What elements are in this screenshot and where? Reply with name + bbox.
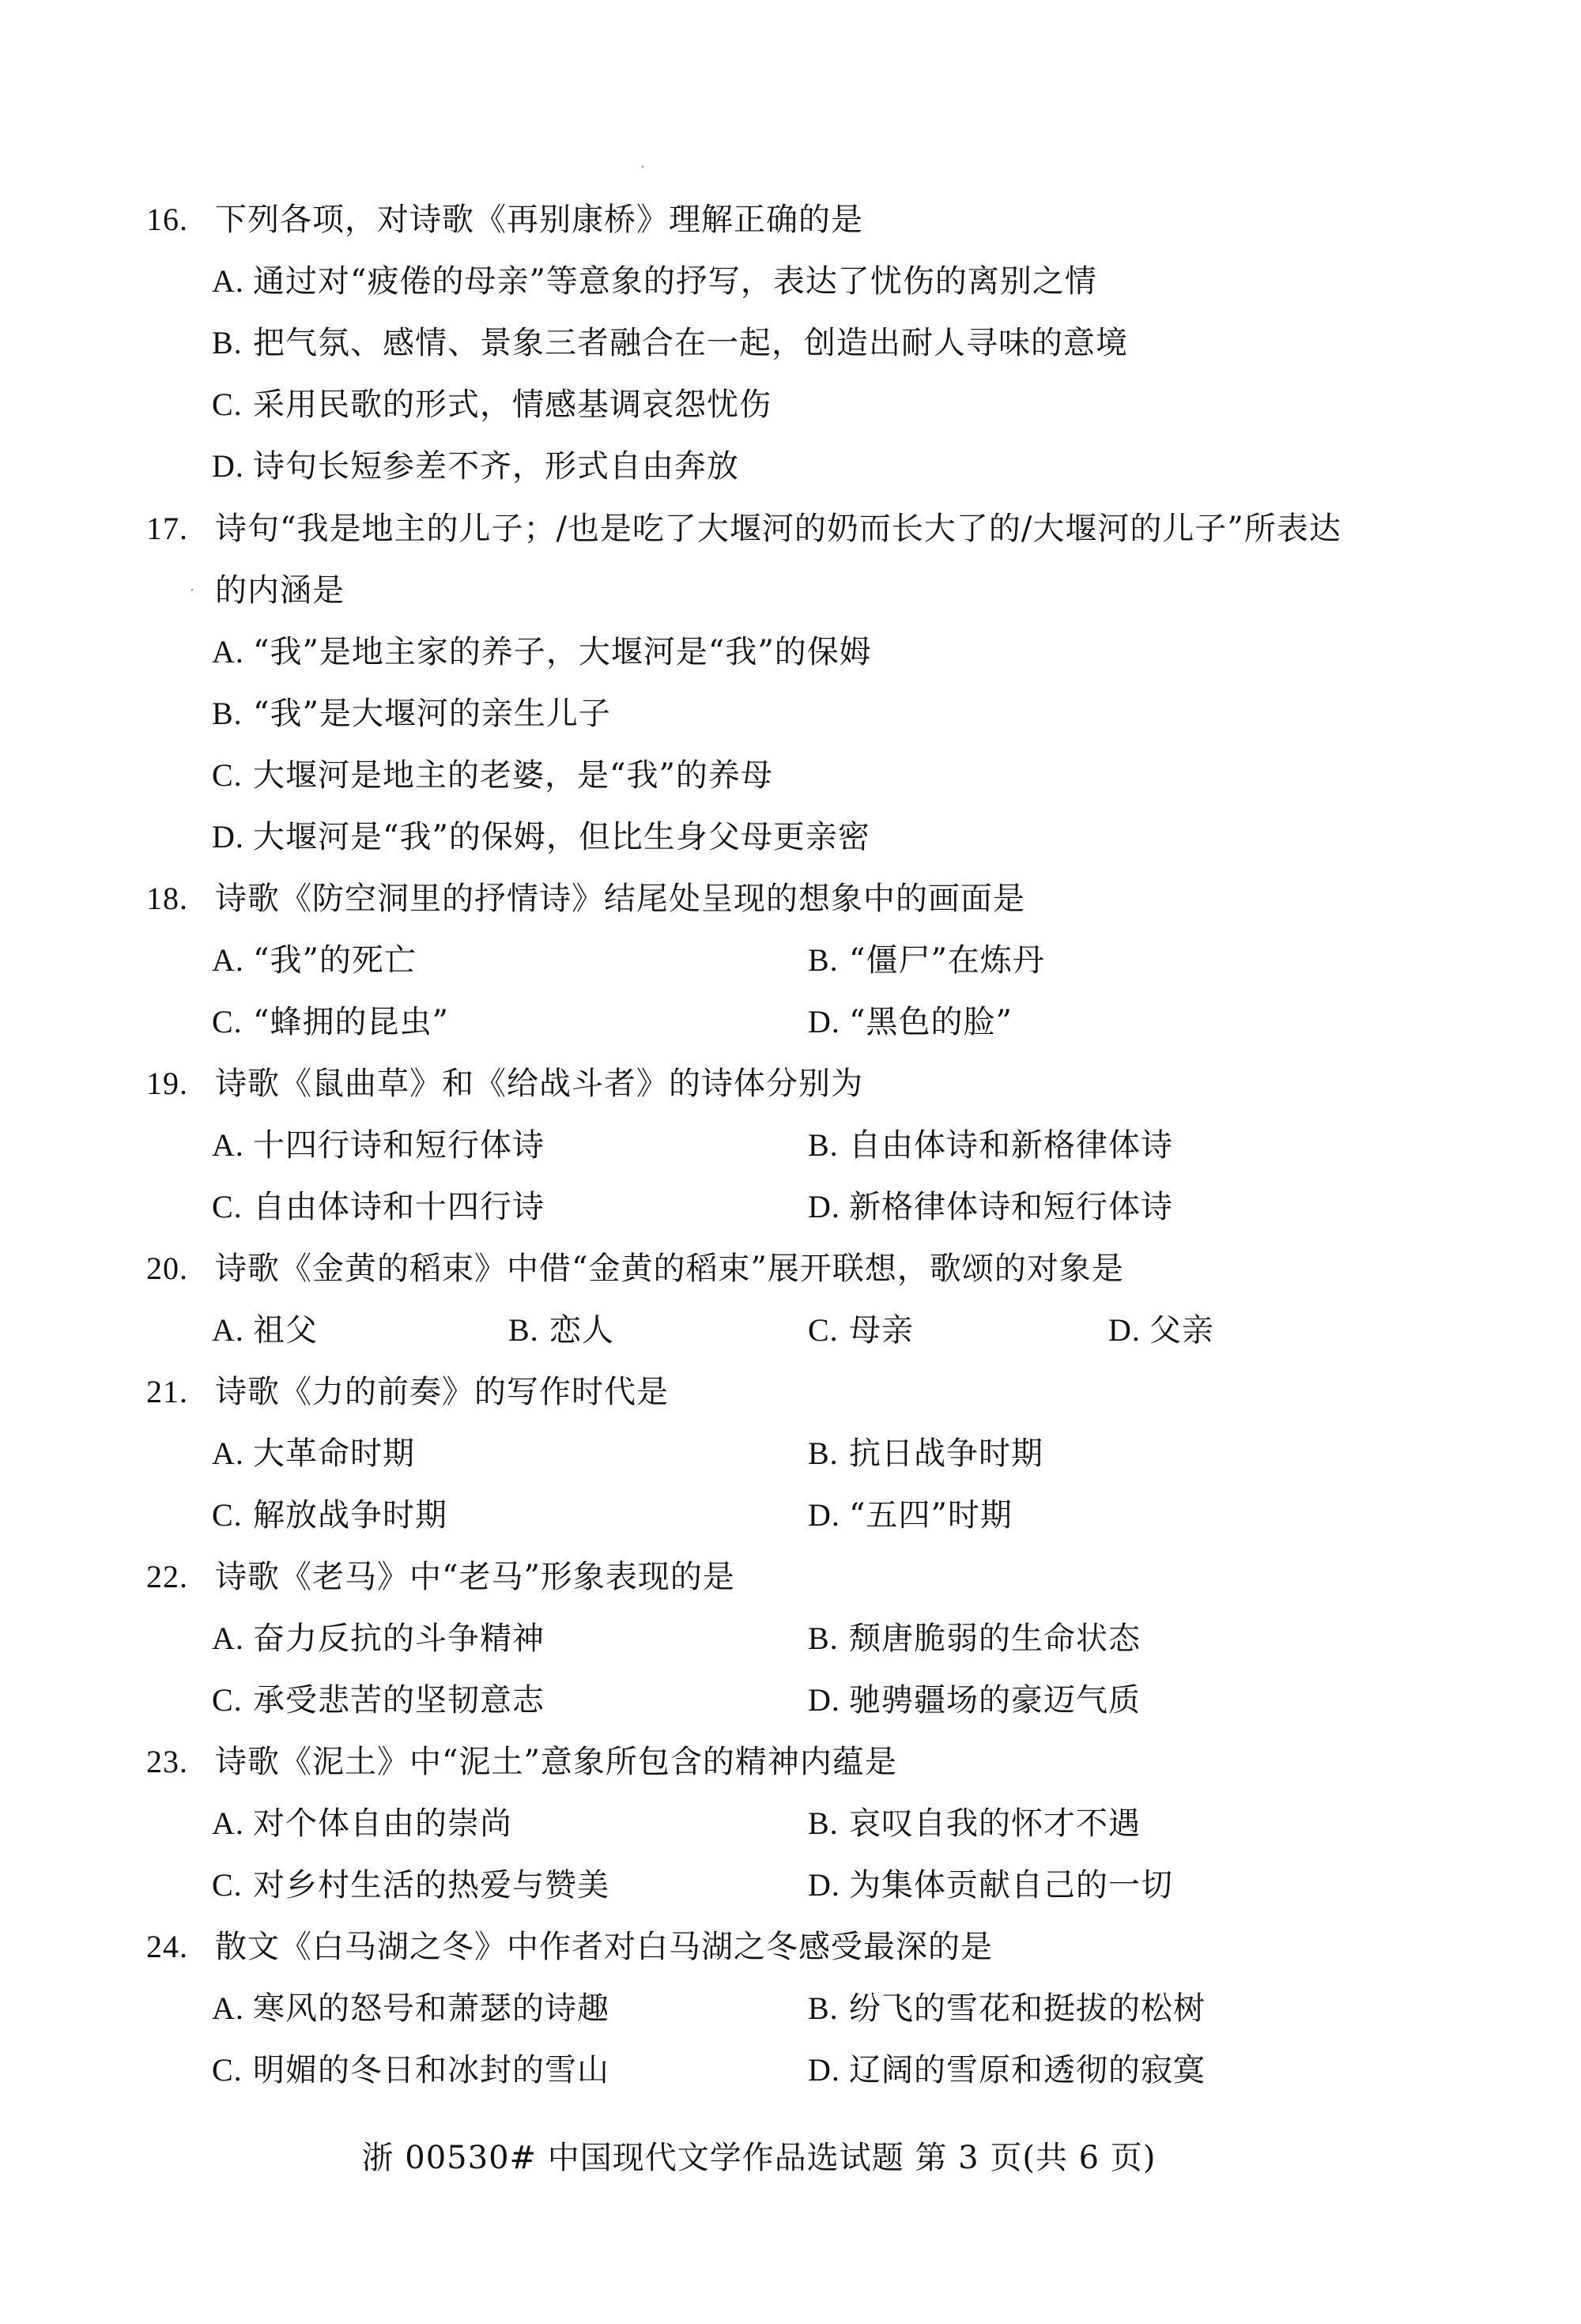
option-letter: A. <box>212 1620 244 1656</box>
option-23d <box>808 1854 1173 1916</box>
question-16 <box>0 189 1581 251</box>
option-19b <box>808 1115 1173 1176</box>
option-16a <box>212 251 1097 312</box>
question-stem: 诗歌《鼠曲草》和《给战斗者》的诗体分别为 <box>215 1066 863 1102</box>
question-22 <box>0 1546 1581 1608</box>
option-22b <box>808 1608 1141 1669</box>
option-letter: D. <box>808 1682 840 1718</box>
option-text: 抗日战争时期 <box>849 1436 1043 1472</box>
option-letter: B. <box>508 1312 539 1348</box>
option-20a <box>212 1300 318 1361</box>
option-text: 采用民歌的形式，情感基调哀怨忧伤 <box>253 387 772 423</box>
option-20d <box>1108 1300 1214 1361</box>
page-footer <box>0 2134 1581 2182</box>
option-text: 大堰河是地主的老婆，是“我”的养母 <box>253 757 773 794</box>
option-21a <box>212 1423 415 1485</box>
option-letter: C. <box>212 1497 243 1533</box>
option-16c <box>212 374 772 436</box>
option-letter: D. <box>212 819 244 855</box>
question-20 <box>0 1238 1581 1300</box>
option-letter: B. <box>808 1990 839 2026</box>
option-text: 母亲 <box>849 1312 914 1349</box>
option-21b <box>808 1423 1043 1485</box>
question-17 <box>0 498 1581 560</box>
option-text: 颓唐脆弱的生命状态 <box>849 1620 1141 1657</box>
question-17-stem-cont: 的内涵是 <box>215 572 345 609</box>
option-letter: D. <box>808 1497 840 1533</box>
option-16b <box>212 312 1128 374</box>
option-letter: D. <box>1108 1312 1141 1348</box>
option-text: 通过对“疲倦的母亲”等意象的抒写，表达了忧伤的离别之情 <box>253 263 1097 300</box>
option-text: 为集体贡献自己的一切 <box>849 1867 1173 1903</box>
question-stem: 诗歌《老马》中“老马”形象表现的是 <box>215 1559 735 1595</box>
option-19d <box>808 1176 1173 1238</box>
option-letter: A. <box>212 1436 244 1471</box>
question-number: 20. <box>146 1251 188 1286</box>
option-text: 大革命时期 <box>253 1436 415 1472</box>
option-text: 诗句长短参差不齐，形式自由奔放 <box>253 448 739 485</box>
option-letter: D. <box>808 1189 840 1224</box>
option-24c <box>212 2039 609 2101</box>
option-17d <box>212 806 870 868</box>
option-letter: D. <box>808 1867 840 1903</box>
option-text: “五四”时期 <box>849 1497 1013 1534</box>
option-17c <box>212 745 773 806</box>
question-24 <box>0 1916 1581 1978</box>
question-stem: 诗歌《防空洞里的抒情诗》结尾处呈现的想象中的画面是 <box>215 881 1025 917</box>
question-number: 18. <box>146 881 188 916</box>
option-text: “我”的死亡 <box>253 942 417 979</box>
option-24d <box>808 2039 1206 2101</box>
option-16d <box>212 436 739 497</box>
option-letter: B. <box>808 1620 839 1656</box>
option-letter: C. <box>212 1189 243 1224</box>
option-17a <box>212 621 872 683</box>
question-21 <box>0 1361 1581 1423</box>
option-22a <box>212 1608 545 1669</box>
question-stem: 诗歌《力的前奏》的写作时代是 <box>215 1374 669 1410</box>
question-stem: 诗歌《泥土》中“泥土”意象所包含的精神内蕴是 <box>215 1744 897 1780</box>
option-text: 对个体自由的崇尚 <box>253 1805 512 1842</box>
option-18d <box>808 991 1013 1053</box>
option-text: “我”是大堰河的亲生儿子 <box>253 696 611 732</box>
question-19 <box>0 1053 1581 1115</box>
option-23b <box>808 1793 1141 1854</box>
question-number: 23. <box>146 1744 188 1779</box>
option-text: 解放战争时期 <box>253 1497 447 1534</box>
question-stem: 诗句“我是地主的儿子；/也是吃了大堰河的奶而长大了的/大堰河的儿子”所表达 <box>215 511 1341 547</box>
option-text: 纷飞的雪花和挺拔的松树 <box>849 1990 1206 2027</box>
footer-text: 浙 00530# 中国现代文学作品选试题 第 3 页(共 6 页) <box>361 2140 1157 2176</box>
option-text: 自由体诗和新格律体诗 <box>849 1127 1173 1164</box>
option-letter: C. <box>212 387 243 422</box>
option-letter: D. <box>808 2052 840 2088</box>
question-stem: 散文《白马湖之冬》中作者对白马湖之冬感受最深的是 <box>215 1929 993 1965</box>
option-text: 承受悲苦的坚韧意志 <box>253 1682 545 1718</box>
option-text: 大堰河是“我”的保姆，但比生身父母更亲密 <box>253 819 870 855</box>
option-letter: A. <box>212 263 244 299</box>
option-20b <box>508 1300 614 1361</box>
option-letter: A. <box>212 1990 244 2026</box>
option-text: 把气氛、感情、景象三者融合在一起，创造出耐人寻味的意境 <box>253 325 1128 361</box>
question-number: 16. <box>146 202 188 237</box>
option-text: 哀叹自我的怀才不遇 <box>849 1805 1141 1842</box>
option-21c <box>212 1485 447 1546</box>
scan-speck <box>191 589 193 590</box>
option-text: “我”是地主家的养子，大堰河是“我”的保姆 <box>253 634 872 670</box>
option-text: 自由体诗和十四行诗 <box>253 1189 545 1225</box>
option-letter: D. <box>808 1004 840 1039</box>
question-number: 17. <box>146 511 188 546</box>
option-22c <box>212 1669 545 1731</box>
option-letter: B. <box>808 942 839 978</box>
option-letter: A. <box>212 634 244 670</box>
option-text: “蜂拥的昆虫” <box>253 1004 449 1040</box>
option-letter: A. <box>212 942 244 978</box>
option-23a <box>212 1793 512 1854</box>
option-22d <box>808 1669 1141 1731</box>
option-17b <box>212 683 611 745</box>
option-letter: C. <box>212 1004 243 1039</box>
option-24a <box>212 1978 609 2039</box>
scan-speck <box>642 166 643 168</box>
question-18 <box>0 868 1581 930</box>
question-stem: 下列各项，对诗歌《再别康桥》理解正确的是 <box>215 202 863 238</box>
option-letter: A. <box>212 1127 244 1163</box>
option-text: 对乡村生活的热爱与赞美 <box>253 1867 609 1903</box>
option-letter: C. <box>212 757 243 793</box>
option-text: 新格律体诗和短行体诗 <box>849 1189 1173 1225</box>
option-text: 父亲 <box>1149 1312 1214 1349</box>
option-18c <box>212 991 449 1053</box>
option-letter: B. <box>808 1436 839 1471</box>
option-24b <box>808 1978 1206 2039</box>
option-text: 辽阔的雪原和透彻的寂寞 <box>849 2052 1206 2088</box>
option-letter: B. <box>212 325 243 360</box>
option-text: 奋力反抗的斗争精神 <box>253 1620 545 1657</box>
option-letter: B. <box>212 696 243 731</box>
option-letter: B. <box>808 1127 839 1163</box>
option-letter: C. <box>808 1312 839 1348</box>
option-20c <box>808 1300 914 1361</box>
option-text: 驰骋疆场的豪迈气质 <box>849 1682 1141 1718</box>
question-number: 24. <box>146 1929 188 1964</box>
option-letter: C. <box>212 1867 243 1903</box>
option-23c <box>212 1854 609 1916</box>
option-text: 恋人 <box>549 1312 614 1349</box>
option-letter: C. <box>212 2052 243 2088</box>
question-number: 21. <box>146 1374 188 1409</box>
question-23 <box>0 1731 1581 1793</box>
option-19c <box>212 1176 545 1238</box>
question-stem: 诗歌《金黄的稻束》中借“金黄的稻束”展开联想，歌颂的对象是 <box>215 1251 1124 1287</box>
option-letter: B. <box>808 1805 839 1841</box>
option-18b <box>808 930 1045 991</box>
option-19a <box>212 1115 545 1176</box>
option-text: 祖父 <box>253 1312 318 1349</box>
option-text: 十四行诗和短行体诗 <box>253 1127 545 1164</box>
question-number: 22. <box>146 1559 188 1594</box>
option-letter: C. <box>212 1682 243 1718</box>
option-letter: D. <box>212 448 244 484</box>
option-text: 明媚的冬日和冰封的雪山 <box>253 2052 609 2088</box>
option-letter: A. <box>212 1312 244 1348</box>
option-21d <box>808 1485 1013 1546</box>
question-number: 19. <box>146 1066 188 1101</box>
option-text: “黑色的脸” <box>849 1004 1013 1040</box>
option-text: 寒风的怒号和萧瑟的诗趣 <box>253 1990 609 2027</box>
option-18a <box>212 930 417 991</box>
option-letter: A. <box>212 1805 244 1841</box>
option-text: “僵尸”在炼丹 <box>849 942 1045 979</box>
